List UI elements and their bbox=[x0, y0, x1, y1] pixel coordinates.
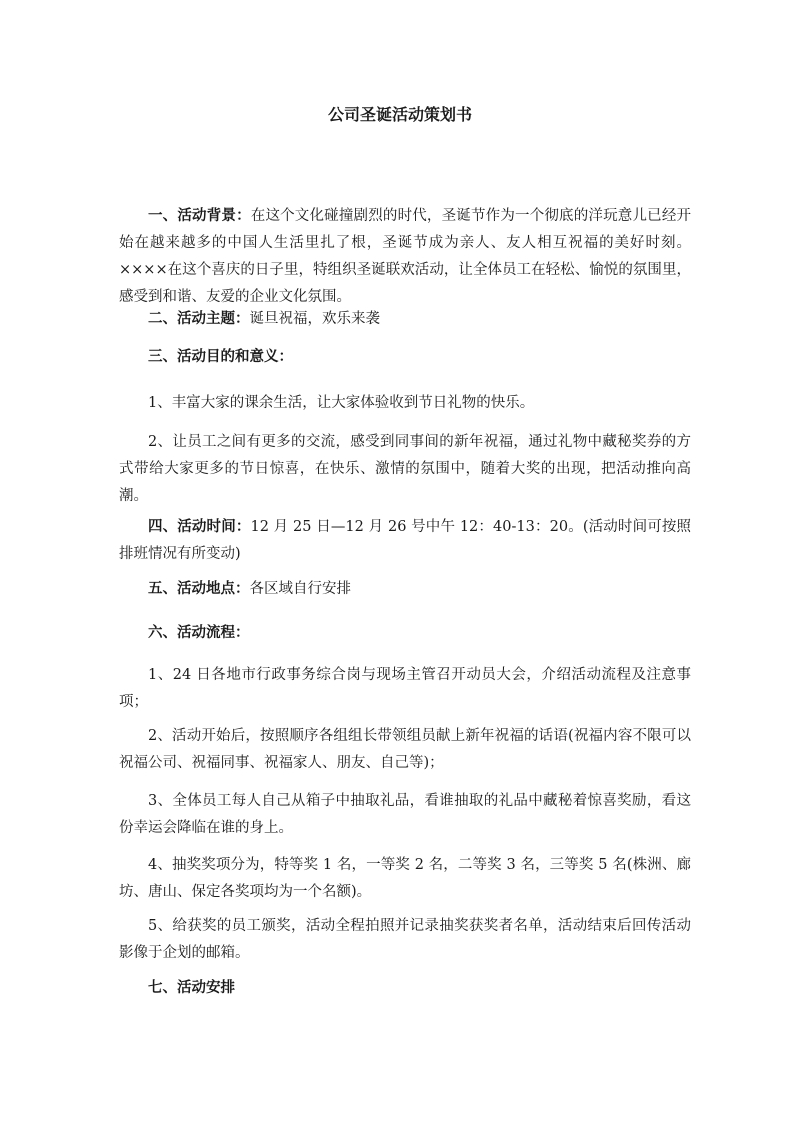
flow-heading: 六、活动流程： bbox=[148, 625, 250, 641]
theme-heading: 二、活动主题： bbox=[148, 311, 250, 327]
time-heading: 四、活动时间： bbox=[148, 519, 251, 535]
section-arrange bbox=[119, 975, 691, 1002]
section-flow-heading bbox=[119, 620, 691, 647]
background-heading: 一、活动背景： bbox=[148, 208, 251, 224]
section-place bbox=[119, 576, 691, 603]
purpose-item-1: 1、丰富大家的课余生活，让大家体验收到节日礼物的快乐。 bbox=[148, 395, 535, 411]
section-background bbox=[119, 203, 691, 311]
flow-item-3: 3、全体员工每人自己从箱子中抽取礼品，看谁抽取的礼品中藏秘着惊喜奖励，看这份幸运会降临在谁的身上。 bbox=[119, 793, 691, 836]
document-title: 公司圣诞活动策划书 bbox=[327, 105, 472, 124]
background-text: 在这个文化碰撞剧烈的时代，圣诞节作为一个彻底的洋玩意儿已经开始在越来越多的中国人生活里扎了根，圣诞节成为亲人、友人相互祝福的美好时刻。××××在这个喜庆的日子里，特组织圣诞联欢活动，让全体员工在轻松、愉悦的氛围里，感受到和谐、友爱的企业文化氛围。 bbox=[119, 208, 691, 305]
purpose-heading: 三、活动目的和意义： bbox=[148, 349, 293, 365]
place-heading: 五、活动地点： bbox=[148, 581, 250, 597]
place-text: 各区域自行安排 bbox=[249, 581, 351, 597]
section-purpose-heading bbox=[119, 344, 691, 371]
arrange-heading: 七、活动安排 bbox=[148, 980, 235, 996]
flow-item-5: 5、给获奖的员工颁奖，活动全程拍照并记录抽奖获奖者名单，活动结束后回传活动影像于企划的邮箱。 bbox=[119, 918, 691, 961]
theme-text: 诞旦祝福，欢乐来袭 bbox=[249, 311, 380, 327]
section-theme bbox=[119, 306, 691, 333]
flow-item-2: 2、活动开始后，按照顺序各组组长带领组员献上新年祝福的话语(祝福内容不限可以祝福公司、祝福同事、祝福家人、朋友、自己等)； bbox=[119, 728, 691, 771]
time-text: 12 月 25 日—12 月 26 号中午 12：40-13：20。(活动时间可按照排班情况有所变动) bbox=[119, 519, 691, 562]
purpose-item-2: 2、让员工之间有更多的交流，感受到同事间的新年祝福，通过礼物中藏秘奖券的方式带给大家更多的节日惊喜，在快乐、激情的氛围中，随着大奖的出现，把活动推向高潮。 bbox=[119, 434, 691, 504]
section-time bbox=[119, 514, 691, 568]
flow-item-4: 4、抽奖奖项分为，特等奖 1 名，一等奖 2 名，二等奖 3 名，三等奖 5 名(株洲、廊坊、唐山、保定各奖项均为一个名额)。 bbox=[119, 857, 691, 900]
flow-item-1: 1、24 日各地市行政事务综合岗与现场主管召开动员大会，介绍活动流程及注意事项； bbox=[119, 667, 691, 710]
